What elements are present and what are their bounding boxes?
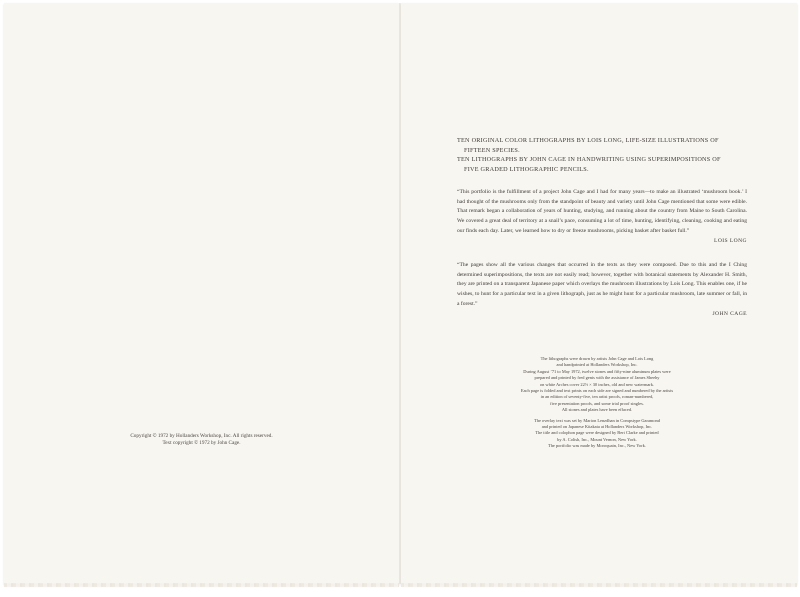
left-page	[4, 3, 399, 585]
colophon-line: prepared and printed by fred genis with the assistance of James Sheehy	[534, 375, 660, 381]
quote-text: “The pages show all the various changes that occurred in the texts as they were composed. Due to this and the I Ching determined superimpositions, the texts are not easily read; however, together with botanical statements by Alexander H. Smith, they are printed on a transparent Japanese paper which overlays the mushroom illustrations by Lois Long. This enables one, if he wishes, to hunt for a particular text in a given lithograph, just as he might hunt for a particular mushroom, late summer or fall, in a forest.”	[457, 262, 747, 307]
quote-attribution: LOIS LONG	[714, 237, 747, 244]
deckle-edge-left	[4, 583, 399, 587]
deckle-edge-right	[401, 583, 797, 587]
colophon-line: and printed on Japanese Kitakata at Hollanders Workshop, Inc.	[541, 424, 653, 430]
colophon-line: During August ’71 to May 1972, twelve stones and fifty-nine aluminum plates were	[523, 368, 671, 374]
copyright-line: Text copyright © 1972 by John Cage.	[162, 440, 241, 447]
colophon-line: and handprinted at Hollanders Workshop, Inc.	[556, 362, 638, 368]
colophon-paragraph	[457, 356, 737, 414]
colophon-line: All stones and plates have been effaced.	[561, 407, 633, 413]
portfolio-description	[457, 136, 747, 174]
copyright-line: Copyright © 1972 by Hollanders Workshop, Inc. All rights reserved.	[130, 433, 273, 439]
heading-john-cage	[457, 155, 747, 174]
heading-line: FIVE GRADED LITHOGRAPHIC PENCILS.	[464, 165, 589, 173]
copyright-notice	[4, 433, 399, 448]
quote-text: “This portfolio is the fulfillment of a project John Cage and I had for many years—to make an illustrated ‘mushroom book.’ I had thought of the mushrooms only from the standpoint of beauty and variety until John Cage mentioned that some were edible. That remark began a collaboration of years of hunting, studying, and running about the country from Maine to South Carolina. We covered a great deal of territory at a snail’s pace, consuming a lot of time, hunting, identifying, cleaning, cooking and eating our finds each day. Later, we learned how to dry or freeze mushrooms, picking basket after basket full.”	[457, 189, 747, 234]
colophon-line: Each page is folded and text prints on each side are signed and numbered by the artists	[520, 388, 674, 394]
heading-line: TEN LITHOGRAPHS BY JOHN CAGE IN HANDWRITING USING SUPERIMPOSITIONS OF	[457, 156, 721, 164]
colophon-paragraph	[457, 418, 737, 450]
right-page	[401, 3, 797, 585]
colophon	[457, 356, 737, 450]
quote-lois-long	[457, 188, 747, 246]
heading-line: FIFTEEN SPECIES.	[464, 146, 520, 154]
colophon-line: on white Arches cover 22½ × 30 inches, old and new watermark.	[539, 381, 655, 387]
colophon-line: The overlay text was set by Marion Lenzdhan in Compstype Garamond	[534, 417, 660, 423]
colophon-line: five presentation proofs, and some trial proof singles.	[550, 400, 644, 406]
colophon-line: in an edition of seventy-five, ten artist proofs, roman-numbered,	[540, 394, 654, 400]
heading-line: TEN ORIGINAL COLOR LITHOGRAPHS BY LOIS LONG, LIFE-SIZE ILLUSTRATIONS OF	[457, 137, 719, 144]
heading-lois-long	[457, 136, 747, 155]
colophon-line: The title and colophon page were designed by Bert Clarke and printed	[535, 430, 659, 436]
quote-attribution: JOHN CAGE	[712, 310, 747, 317]
quote-john-cage	[457, 261, 747, 319]
colophon-line: The portfolio was made by Moroquain, Inc., New York.	[548, 443, 646, 449]
colophon-line: by A. Colish, Inc., Mount Vernon, New York.	[557, 436, 637, 442]
colophon-line: The lithographs were drawn by artists John Cage and Lois Long	[540, 356, 654, 361]
